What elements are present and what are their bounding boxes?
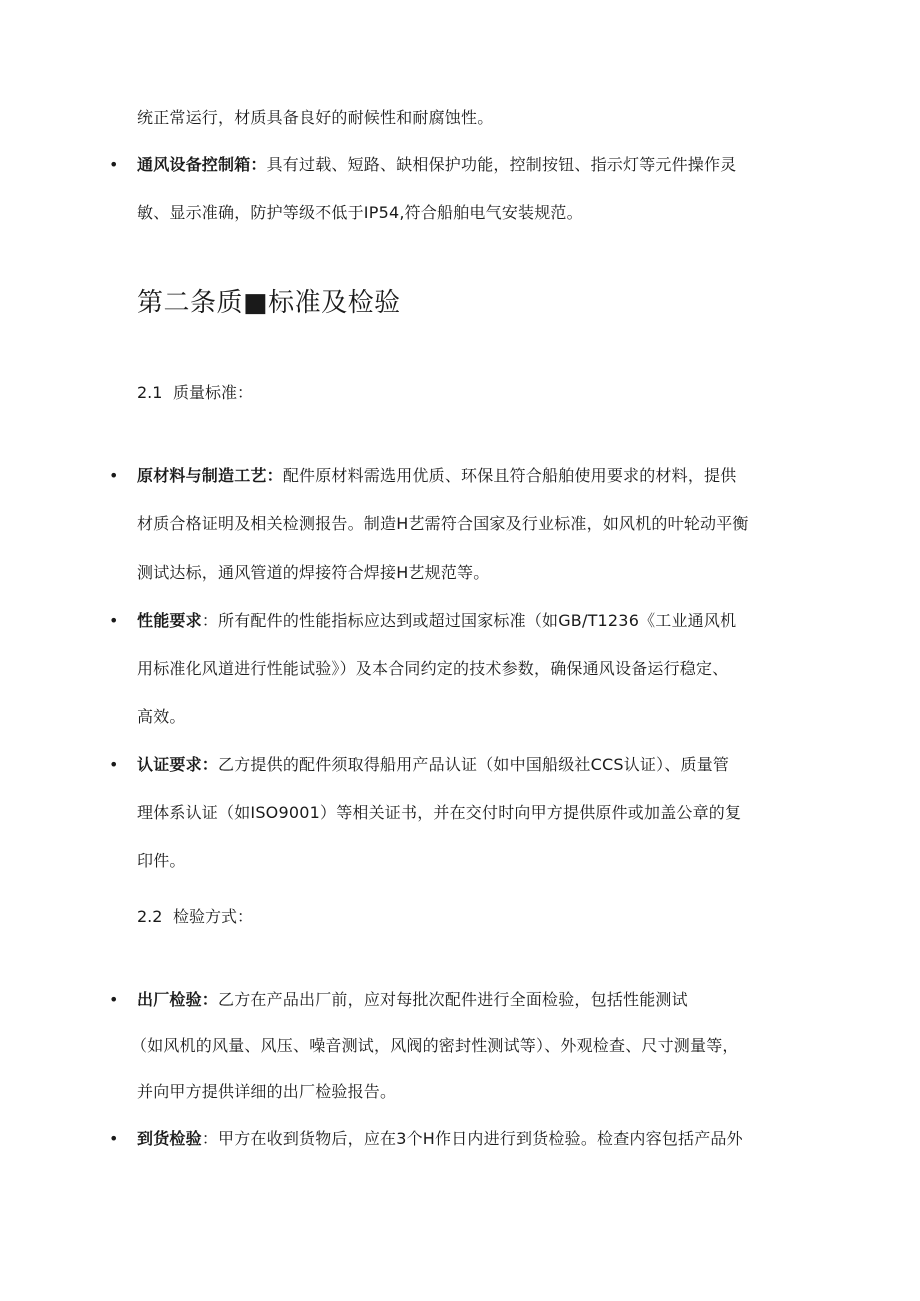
factory-inspection-line1 — [137, 990, 688, 1010]
arrival-inspection-line1 — [137, 1129, 743, 1149]
bullet-icon: • — [109, 611, 119, 630]
certification-label: 认证要求： — [137, 755, 219, 774]
factory-inspection-line3: 并向甲方提供详细的出厂检验报告。 — [137, 1082, 397, 1101]
performance-line3: 高效。 — [137, 707, 186, 726]
arrival-inspection-label: 到货检验 — [137, 1129, 202, 1148]
performance-line2: 用标准化风道进行性能试验》）及本合同约定的技术参数，确保通风设备运行稳定、 — [137, 659, 729, 678]
factory-inspection-label: 出厂检验： — [137, 990, 219, 1009]
certification-line3: 印件。 — [137, 851, 186, 870]
subsection-2-1-title: 质量标准： — [173, 383, 254, 402]
factory-inspection-line2: （如风机的风量、风压、噪音测试，风阀的密封性测试等）、外观检查、尺寸测量等， — [131, 1036, 739, 1055]
bullet-icon: • — [109, 755, 119, 774]
performance-label: 性能要求 — [137, 611, 202, 630]
bullet-icon: • — [109, 990, 119, 1009]
subsection-2-2-title: 检验方式： — [173, 907, 254, 926]
bullet-icon: • — [109, 466, 119, 485]
certification-line2: 理体系认证（如ISO9001）等相关证书，并在交付时向甲方提供原件或加盖公章的复 — [137, 803, 742, 822]
subsection-2-1-number: 2.1 — [137, 383, 163, 402]
ventilation-box-line1 — [137, 155, 736, 175]
ventilation-box-text: 具有过载、短路、缺相保护功能，控制按钮、指示灯等元件操作灵 — [266, 155, 737, 174]
raw-materials-label: 原材料与制造工艺： — [137, 466, 283, 485]
bullet-icon: • — [109, 1129, 119, 1148]
factory-inspection-text: 乙方在产品出厂前，应对每批次配件进行全面检验，包括性能测试 — [218, 990, 688, 1009]
subsection-2-2-number: 2.2 — [137, 907, 163, 926]
certification-text: 乙方提供的配件须取得船用产品认证（如中国船级社CCS认证）、质量管 — [218, 755, 730, 774]
subsection-2-1 — [137, 383, 253, 403]
arrival-inspection-text: ：甲方在收到货物后，应在3个H作日内进行到货检验。检查内容包括产品外 — [201, 1129, 743, 1148]
performance-text: ：所有配件的性能指标应达到或超过国家标准（如GB/T1236《工业通风机 — [201, 611, 737, 630]
raw-materials-line1 — [137, 466, 736, 486]
section-heading: 第二条质■标准及检验 — [137, 288, 401, 318]
ventilation-box-label: 通风设备控制箱： — [137, 155, 267, 174]
subsection-2-2 — [137, 907, 253, 927]
bullet-icon: • — [109, 155, 119, 174]
raw-materials-text: 配件原材料需选用优质、环保且符合船舶使用要求的材料，提供 — [282, 466, 737, 485]
raw-materials-line2: 材质合格证明及相关检测报告。制造H艺需符合国家及行业标准，如风机的叶轮动平衡 — [137, 514, 749, 533]
ventilation-box-line2: 敏、显示准确，防护等级不低于IP54,符合船舶电气安装规范。 — [137, 203, 583, 222]
raw-materials-line3: 测试达标，通风管道的焊接符合焊接H艺规范等。 — [137, 563, 490, 582]
certification-line1 — [137, 755, 729, 775]
continued-text: 统正常运行，材质具备良好的耐候性和耐腐蚀性。 — [137, 108, 494, 127]
performance-line1 — [137, 611, 736, 631]
